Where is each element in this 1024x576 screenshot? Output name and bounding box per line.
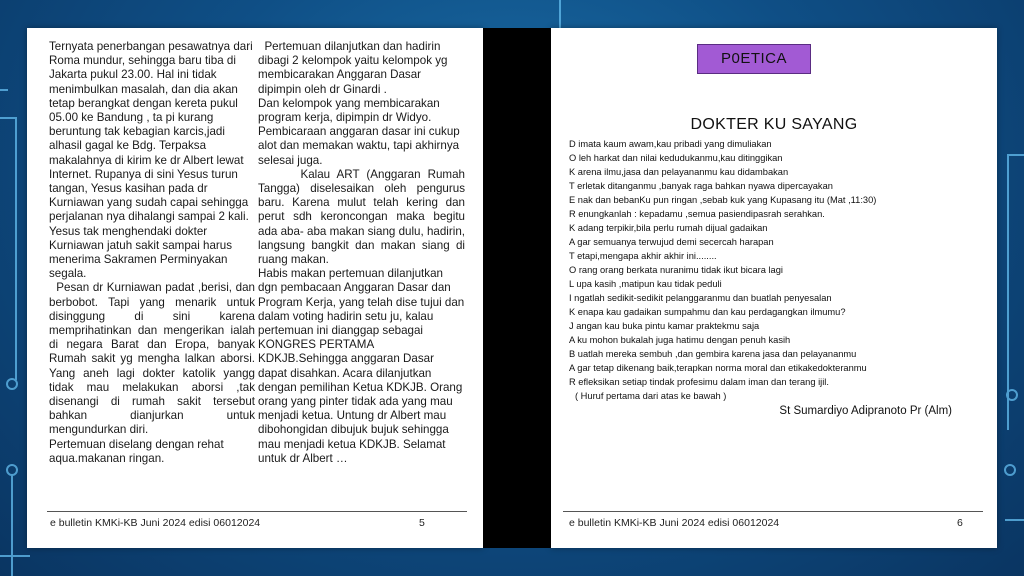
poem-title: DOKTER KU SAYANG	[690, 116, 858, 133]
poem-line: K enapa kau gadaikan sumpahmu dan kau perdagangkan ilmumu?	[569, 307, 846, 317]
footer-text: e bulletin KMKi-KB Juni 2024 edisi 06012024	[569, 517, 780, 529]
book-spine	[483, 28, 551, 548]
paragraph: Ternyata penerbangan pesawatnya dari Roma mundur, sehingga baru tiba di Jakarta pukul 23.00. Hal ini tidak menimbulkan masalah, dan dia akan tetap berangkat dengan kereta pukul 05.00 ke Bandung , ta pi kurang beruntung tak kebagian karcis,jadi alhasil gagal ke Bdg. Terpaksa makalahnya di kirim ke dr Albert lewat Internet. Rupanya di sini Yesus turun tangan, Yesus kasihan pada dr Kurniawan yang sudah capai sehingga perjalanan nya dihalangi sampai 2 kali. Yesus tak menghendaki dokter Kurniawan jatuh sakit sampai harus menerima Sakramen Perminyakan segala.	[49, 40, 253, 281]
paragraph: Pesan dr Kurniawan padat ,berisi, dan berbobot. Tapi yang menarik untuk disinggung di sini karena memprihatinkan dan mengerikan ialah di negara Barat dan Eropa, banyak Rumah sakit yg mengha lalkan aborsi. Yang aneh lagi dokter katolik yangg tidak mau melakukan aborsi ,tak disenangi di rumah sakit tersebut bahkan dianjurkan untuk mengundurkan diri.	[49, 281, 255, 437]
paragraph: Habis makan pertemuan dilanjutkan dgn pembacaan Anggaran Dasar dan Program Kerja, yang telah dise tujui dan dalam voting hadirin setu ju, kalau pertemuan ini dianggap sebagai KONGRES PERTAMA KDKJB.Sehingga anggaran Dasar dapat disahkan. Acara dilanjutkan dengan pemilihan Ketua KDKJB. Orang orang yang pinter tidak ada yang mau menjadi ketua. Untung dr Albert mau dibohongidan dibujuk bujuk sehingga mau menjadi ketua KDKJB. Selamat untuk dr Albert …	[258, 267, 465, 465]
section-label: P0ETICA	[697, 44, 811, 74]
poem-line: T etapi,mengapa akhir akhir ini........	[569, 251, 717, 261]
poem-line: L upa kasih ,matipun kau tidak peduli	[569, 279, 722, 289]
poem-line: R enungkanlah : kepadamu ,semua pasiendipasrah serahkan.	[569, 209, 825, 219]
footer-text: e bulletin KMKi-KB Juni 2024 edisi 06012024	[50, 517, 261, 529]
poem-line: R efleksikan setiap tindak profesimu dalam iman dan terang ijil.	[569, 377, 829, 387]
poem-line: O rang orang berkata nuranimu tidak ikut bicara lagi	[569, 265, 783, 275]
poem-line: E nak dan bebanKu pun ringan ,sebab kuk yang Kupasang itu (Mat ,11:30)	[569, 195, 877, 205]
poem-line: K arena ilmu,jasa dan pelayananmu kau didambakan	[569, 167, 789, 177]
poem-line: I ngatlah sedikit-sedikit pelanggaranmu dan buatlah penyesalan	[569, 293, 832, 303]
paragraph: Dan kelompok yang membicarakan program kerja, dipimpin dr Widyo. Pembicaraan anggaran dasar ini cukup alot dan memakan waktu, tapi akhirnya selesai juga.	[258, 96, 460, 167]
poem-line: D imata kaum awam,kau pribadi yang dimuliakan	[569, 139, 772, 149]
paragraph: Kalau ART (Anggaran Rumah Tangga) diselesaikan oleh pengurus baru. Karena mulut telah kering dan perut sdh keroncongan maka begitu ada aba- aba makan siang dulu, hadirin, langsung bangkit dan makan siang di ruang makan.	[258, 167, 465, 267]
footer-divider	[563, 511, 983, 512]
paragraph: Pertemuan dilanjutkan dan hadirin dibagi 2 kelompok yaitu kelompok yg membicarakan Anggaran Dasar dipimpin oleh dr Ginardi .	[258, 40, 448, 96]
poem-line: T erletak ditanganmu ,banyak raga bahkan nyawa dipercayakan	[569, 181, 833, 191]
poem-line: A gar tetap dikenang baik,terapkan norma moral dan etikakedokteranmu	[569, 363, 867, 373]
poem-line: B uatlah mereka sembuh ,dan gembira karena jasa dan pelayananmu	[569, 349, 857, 359]
poem-line: J angan kau buka pintu kamar praktekmu saja	[569, 321, 760, 331]
footer-divider	[47, 511, 467, 512]
left-page	[27, 28, 483, 548]
poem-author: St Sumardiyo Adipranoto Pr (Alm)	[779, 405, 952, 417]
poem-line: A ku mohon bukalah juga hatimu dengan penuh kasih	[569, 335, 791, 345]
right-page	[551, 28, 997, 548]
poem	[569, 137, 989, 403]
page-number: 5	[419, 517, 425, 529]
left-column-2	[258, 40, 465, 466]
left-column-1	[49, 40, 255, 466]
poem-line: A gar semuanya terwujud demi secercah harapan	[569, 237, 774, 247]
poem-line: O leh harkat dan nilai kedudukanmu,kau ditinggikan	[569, 153, 783, 163]
page-number: 6	[957, 517, 963, 529]
poem-note: ( Huruf pertama dari atas ke bawah )	[575, 391, 727, 401]
paragraph: Pertemuan diselang dengan rehat aqua.makanan ringan.	[49, 437, 224, 465]
poem-line: K adang terpikir,bila perlu rumah dijual gadaikan	[569, 223, 768, 233]
